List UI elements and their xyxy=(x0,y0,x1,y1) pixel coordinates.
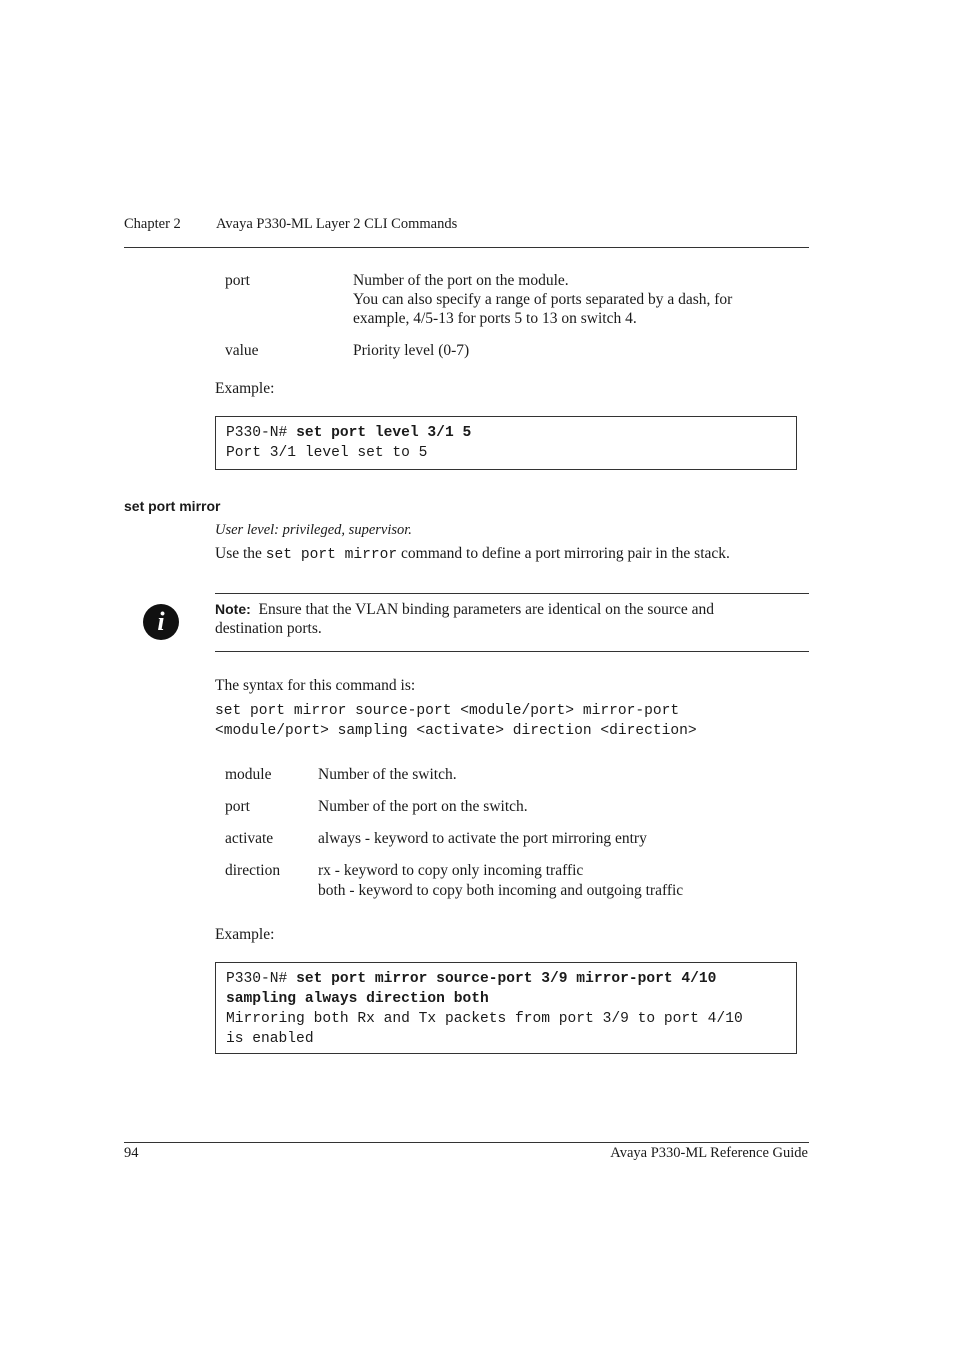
note-label: Note: xyxy=(215,601,251,617)
code-line xyxy=(226,423,786,443)
usage-text xyxy=(215,545,730,563)
section-heading: set port mirror xyxy=(124,498,221,514)
cli-prompt: P330-N# xyxy=(226,425,297,441)
note-bottom-rule xyxy=(215,651,809,652)
param-desc-line: Number of the port on the module. xyxy=(353,272,569,289)
param-name: port xyxy=(225,272,250,289)
example-label: Example: xyxy=(215,380,275,397)
usage-text-pre: Use the xyxy=(215,545,266,562)
syntax-intro: The syntax for this command is: xyxy=(215,677,416,694)
param-desc: always - keyword to activate the port mirroring entry xyxy=(318,830,647,847)
param-desc-line: rx - keyword to copy only incoming traffic xyxy=(318,862,584,879)
cli-output: Mirroring both Rx and Tx packets from port 3/9 to port 4/10 xyxy=(226,1011,743,1027)
example-label: Example: xyxy=(215,926,275,943)
note-text-cont: destination ports. xyxy=(215,620,322,637)
usage-text-post: command to define a port mirroring pair in the stack. xyxy=(397,545,730,562)
chapter-number: Chapter 2 xyxy=(124,216,181,232)
chapter-title: Avaya P330-ML Layer 2 CLI Commands xyxy=(216,216,458,232)
usage-command: set port mirror xyxy=(265,547,398,563)
param-desc-line: You can also specify a range of ports separated by a dash, for xyxy=(353,291,733,308)
param-desc: Number of the switch. xyxy=(318,766,457,783)
cli-command: set port level 3/1 5 xyxy=(296,425,472,441)
param-desc: Number of the port on the switch. xyxy=(318,798,528,815)
code-line xyxy=(226,989,786,1009)
user-level: User level: privileged, supervisor. xyxy=(215,522,412,538)
param-name: port xyxy=(225,798,250,815)
note-text: Ensure that the VLAN binding parameters are identical on the source and xyxy=(258,601,715,618)
info-icon: i xyxy=(143,604,179,640)
cli-output: Port 3/1 level set to 5 xyxy=(226,445,428,461)
param-name: value xyxy=(225,342,259,359)
note-top-rule xyxy=(215,593,809,594)
page-number: 94 xyxy=(124,1145,139,1161)
param-name: activate xyxy=(225,830,274,847)
cli-command: set port mirror source-port 3/9 mirror-port 4/10 xyxy=(296,971,717,987)
footer-rule xyxy=(124,1142,809,1143)
syntax-line: <module/port> sampling <activate> direction <direction> xyxy=(215,722,697,739)
footer-title: Avaya P330-ML Reference Guide xyxy=(610,1145,808,1161)
cli-output: is enabled xyxy=(226,1031,314,1047)
syntax-block xyxy=(215,702,697,741)
code-example-1 xyxy=(215,416,797,470)
code-example-2 xyxy=(215,962,797,1054)
code-line xyxy=(226,969,786,989)
syntax-line: set port mirror source-port <module/port> mirror-port xyxy=(215,703,680,719)
cli-command: sampling always direction both xyxy=(226,991,489,1007)
param-desc xyxy=(318,861,683,901)
param-name: module xyxy=(225,766,272,783)
param-desc: Priority level (0-7) xyxy=(353,342,470,359)
param-desc xyxy=(353,271,732,328)
param-desc-line: both - keyword to copy both incoming and outgoing traffic xyxy=(318,882,684,899)
note xyxy=(215,600,809,638)
param-name: direction xyxy=(225,862,281,879)
param-desc-line: example, 4/5-13 for ports 5 to 13 on switch 4. xyxy=(353,310,637,327)
cli-prompt: P330-N# xyxy=(226,971,297,987)
header-rule xyxy=(124,247,809,248)
